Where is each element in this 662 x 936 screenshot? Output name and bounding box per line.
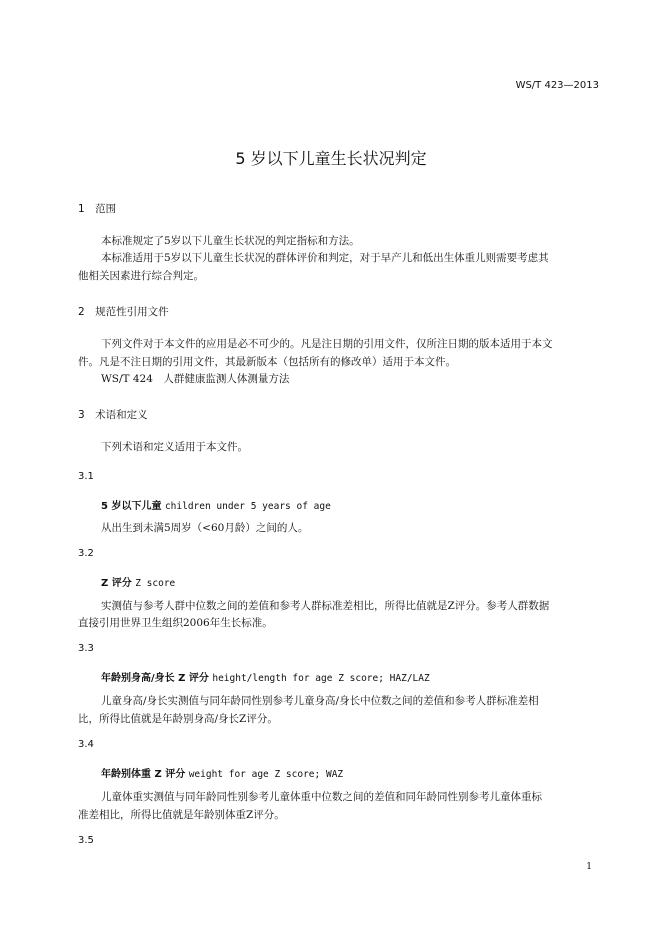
term-definition-line-2: 准差相比，所得比值就是年龄别体重Z评分。: [78, 809, 285, 821]
section-3-heading: 3 术语和定义: [78, 409, 148, 421]
term-definition-line-1: 从出生到未满5周岁（<60月龄）之间的人。: [101, 522, 309, 534]
term-title: [101, 765, 343, 780]
term-title: [101, 497, 331, 512]
standard-number: WS/T 423—2013: [515, 80, 599, 91]
section-3-intro: 下列术语和定义适用于本文件。: [101, 441, 248, 453]
term-definition-line-1: 实测值与参考人群中位数之间的差值和参考人群标准差相比，所得比值就是Z评分。参考人群数据: [101, 600, 550, 612]
term-cn: 5 岁以下儿童: [101, 501, 162, 512]
term-definition-line-2: 比，所得比值就是年龄别身高/身长Z评分。: [78, 713, 278, 725]
term-definition-line-2: 直接引用世界卫生组织2006年生长标准。: [78, 617, 273, 629]
term-definition-line-1: 儿童身高/身长实测值与同年龄同性别参考儿童身高/身长中位数之间的差值和参考人群标准差相: [101, 695, 539, 707]
section-1-paragraph-1: 本标准规定了5岁以下儿童生长状况的判定指标和方法。: [101, 235, 360, 247]
term-number: 3.5: [78, 835, 94, 846]
section-2-heading: 2 规范性引用文件: [78, 306, 169, 318]
term-title: [101, 669, 430, 684]
section-1-paragraph-2-line-2: 他相关因素进行综合判定。: [78, 270, 204, 282]
term-cn: 年龄别身高/身长 Z 评分: [101, 673, 209, 684]
section-2-paragraph-line-2: 件。凡是不注日期的引用文件，其最新版本（包括所有的修改单）适用于本文件。: [78, 356, 456, 368]
term-number: 3.1: [78, 471, 94, 482]
term-number: 3.4: [78, 739, 94, 750]
section-1-paragraph-2-line-1: 本标准适用于5岁以下儿童生长状况的群体评价和判定，对于早产儿和低出生体重儿则需要考虑其: [101, 252, 549, 264]
term-number: 3.3: [78, 643, 94, 654]
section-1-heading: 1 范围: [78, 203, 117, 215]
term-en: weight for age Z score; WAZ: [188, 769, 344, 780]
term-number: 3.2: [78, 548, 94, 559]
normative-reference: WS/T 424 人群健康监测人体测量方法: [101, 373, 290, 385]
term-en: height/length for age Z score; HAZ/LAZ: [212, 673, 430, 684]
term-en: Z score: [135, 578, 176, 589]
section-2-paragraph-line-1: 下列文件对于本文件的应用是必不可少的。凡是注日期的引用文件，仅所注日期的版本适用于本文: [101, 338, 553, 350]
term-definition-line-1: 儿童体重实测值与同年龄同性别参考儿童体重中位数之间的差值和同年龄同性别参考儿童体重标: [101, 791, 542, 803]
term-cn: 年龄别体重 Z 评分: [101, 769, 186, 780]
term-cn: Z 评分: [101, 578, 132, 589]
page-number: 1: [586, 862, 592, 872]
term-title: [101, 574, 175, 589]
term-en: children under 5 years of age: [164, 501, 331, 512]
page-title: 5 岁以下儿童生长状况判定: [235, 149, 427, 168]
